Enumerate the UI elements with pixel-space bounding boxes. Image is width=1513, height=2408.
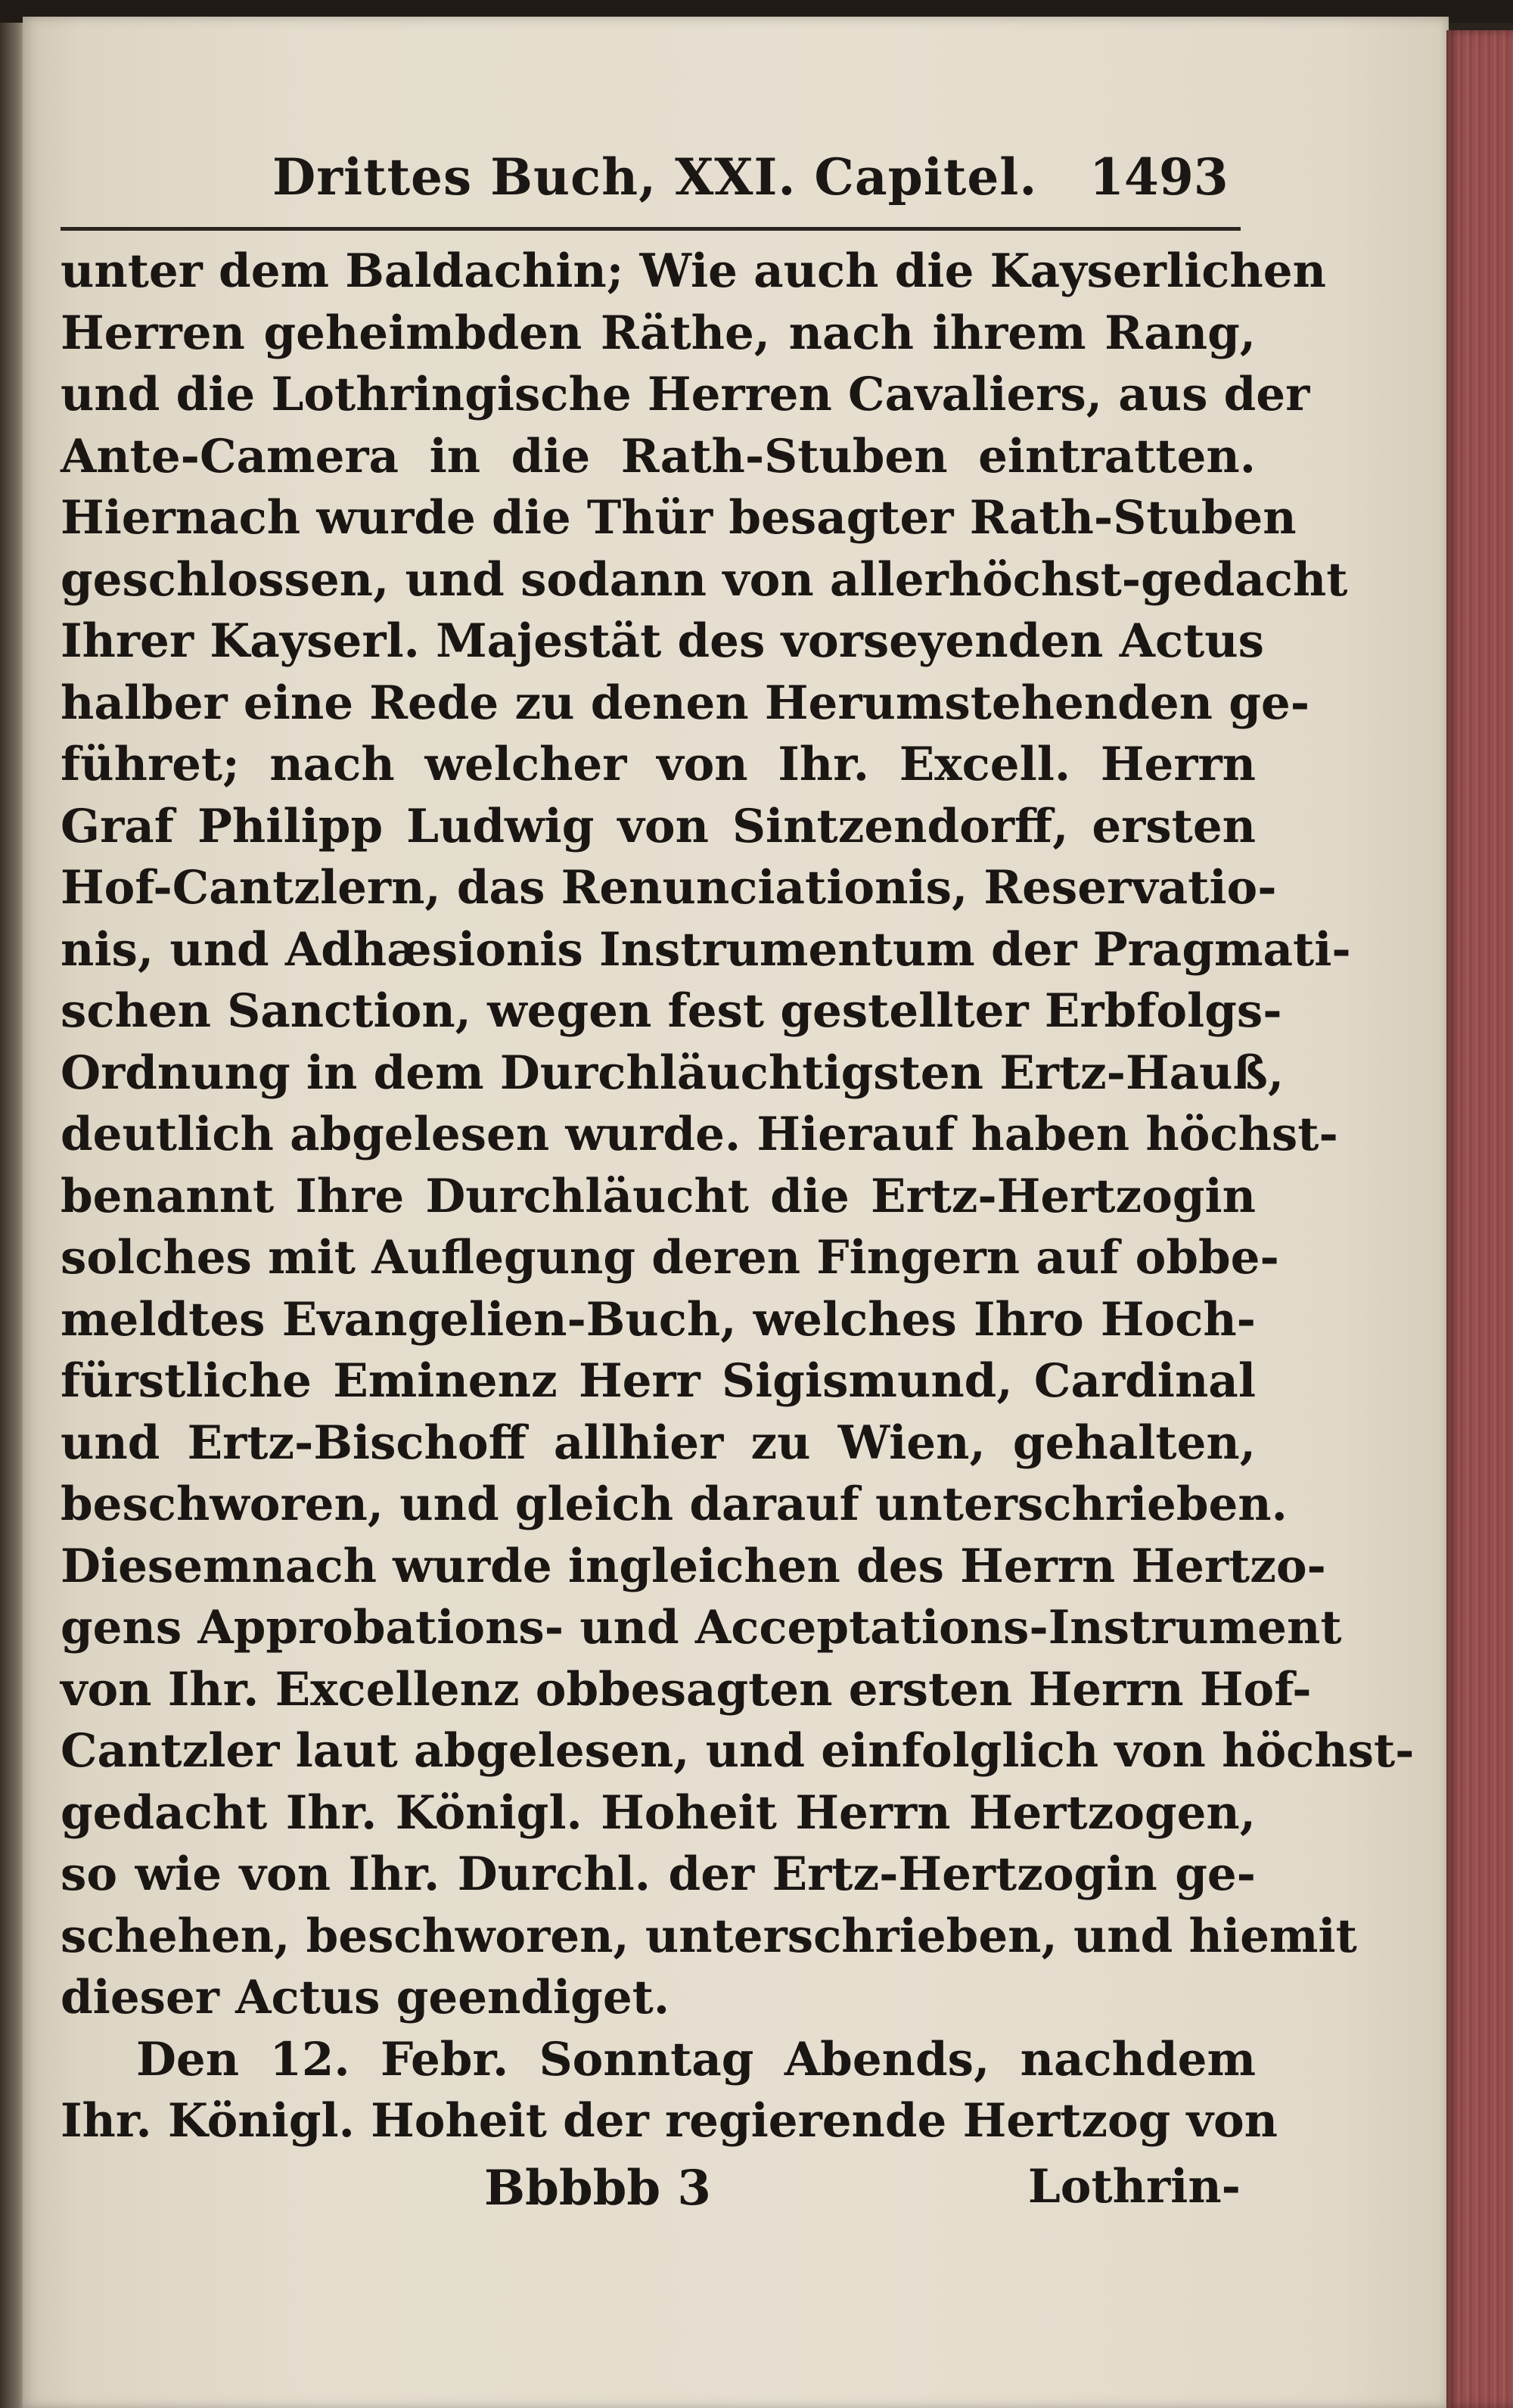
body-text <box>61 241 1415 2152</box>
text-line: schehen, beschworen, unterschrieben, und hiemit <box>61 1909 1357 1963</box>
signature-mark: Bbbbb 3 <box>484 2160 711 2217</box>
book-block-edge <box>1446 30 1513 2408</box>
text-line: nis, und Adhæsionis Instrumentum der Pragmati- <box>61 922 1351 977</box>
catchword: Lothrin- <box>1027 2160 1241 2214</box>
page-header <box>61 148 1241 223</box>
text-line: meldtes Evangelien-Buch, welches Ihro Hoch- <box>61 1292 1256 1347</box>
text-line: benannt Ihre Durchläucht die Ertz-Hertzogin <box>61 1169 1256 1223</box>
text-line: Hof-Cantzlern, das Renunciationis, Reservatio- <box>61 861 1277 915</box>
text-line: Ihrer Kayserl. Majestät des vorseyenden Actus <box>61 614 1264 668</box>
text-line: solches mit Auflegung deren Fingern auf obbe- <box>61 1231 1279 1285</box>
text-line: Hiernach wurde die Thür besagter Rath-Stuben <box>61 491 1297 545</box>
text-line: und die Lothringische Herren Cavaliers, aus der <box>61 368 1310 421</box>
text-line: führet; nach welcher von Ihr. Excell. Herrn <box>61 738 1256 791</box>
text-line: geschlossen, und sodann von allerhöchst-gedacht <box>61 552 1348 607</box>
text-line: halber eine Rede zu denen Herumstehenden ge- <box>61 676 1310 730</box>
running-head: Drittes Buch, XXI. Capitel. <box>272 148 1038 207</box>
text-line: dieser Actus geendiget. <box>61 1971 670 2024</box>
text-line: gens Approbations- und Acceptations-Instrument <box>61 1601 1342 1655</box>
page-footer <box>61 2160 1241 2228</box>
text-line: beschworen, und gleich darauf unterschrieben. <box>61 1477 1288 1531</box>
text-line: Cantzler laut abgelesen, und einfolglich von höchst- <box>61 1724 1415 1778</box>
text-line: Graf Philipp Ludwig von Sintzendorff, ersten <box>61 799 1256 853</box>
text-line: unter dem Baldachin; Wie auch die Kayserlichen <box>61 244 1326 298</box>
text-line: Herren geheimbden Räthe, nach ihrem Rang, <box>61 306 1256 360</box>
text-line: gedacht Ihr. Königl. Hoheit Herrn Hertzogen, <box>61 1785 1256 1840</box>
text-line: fürstliche Eminenz Herr Sigismund, Cardinal <box>61 1354 1256 1408</box>
text-line: Den 12. Febr. Sonntag Abends, nachdem <box>136 2032 1256 2086</box>
text-line: von Ihr. Excellenz obbesagten ersten Herrn Hof- <box>61 1662 1312 1717</box>
header-rule <box>61 227 1241 231</box>
text-line: Ihr. Königl. Hoheit der regierende Hertzog von <box>61 2094 1278 2148</box>
text-line: schen Sanction, wegen fest gestellter Erbfolgs- <box>61 984 1282 1038</box>
text-line: Diesemnach wurde ingleichen des Herrn Hertzo- <box>61 1539 1326 1593</box>
text-line: Ordnung in dem Durchläuchtigsten Ertz-Hauß, <box>61 1046 1285 1100</box>
text-line: so wie von Ihr. Durchl. der Ertz-Hertzogin ge- <box>61 1847 1256 1901</box>
text-line: und Ertz-Bischoff allhier zu Wien, gehalten, <box>61 1415 1256 1470</box>
text-line: deutlich abgelesen wurde. Hierauf haben höchst- <box>61 1108 1338 1161</box>
page-number: 1493 <box>1089 148 1229 207</box>
text-line: Ante-Camera in die Rath-Stuben eintratten. <box>61 429 1256 483</box>
